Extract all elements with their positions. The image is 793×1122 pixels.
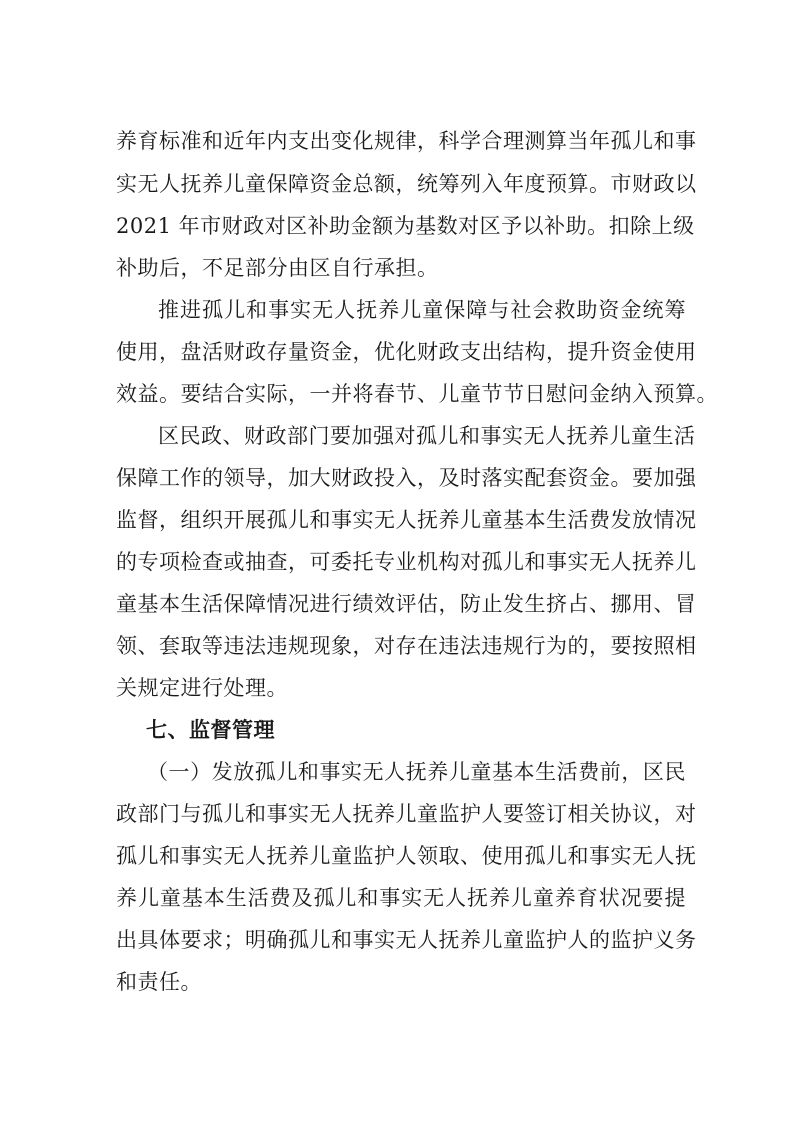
paragraph-line: 孤儿和事实无人抚养儿童监护人领取、使用孤儿和事实无人抚	[116, 844, 697, 868]
paragraph-line: 实无人抚养儿童保障资金总额，统筹列入年度预算。市财政以	[116, 172, 697, 196]
paragraph-line: 关规定进行处理。	[116, 676, 288, 700]
paragraph-line: 的专项检查或抽查，可委托专业机构对孤儿和事实无人抚养儿	[116, 550, 697, 574]
paragraph-line: 监督，组织开展孤儿和事实无人抚养儿童基本生活费发放情况	[116, 508, 697, 532]
paragraph-line: 保障工作的领导，加大财政投入，及时落实配套资金。要加强	[116, 466, 697, 490]
paragraph-line: 2021 年市财政对区补助金额为基数对区予以补助。扣除上级	[116, 214, 695, 238]
paragraph-line: 政部门与孤儿和事实无人抚养儿童监护人要签订相关协议，对	[116, 802, 697, 826]
paragraph-line: 养儿童基本生活费及孤儿和事实无人抚养儿童养育状况要提	[116, 886, 686, 910]
paragraph-line: 使用，盘活财政存量资金，优化财政支出结构，提升资金使用	[116, 340, 697, 364]
section-heading: 七、监督管理	[146, 718, 275, 742]
paragraph-line: 养育标准和近年内支出变化规律，科学合理测算当年孤儿和事	[116, 129, 697, 153]
paragraph-line: 效益。要结合实际，一并将春节、儿童节节日慰问金纳入预算。	[116, 382, 718, 406]
paragraph-line: （一）发放孤儿和事实无人抚养儿童基本生活费前，区民	[147, 760, 686, 784]
paragraph-line: 出具体要求；明确孤儿和事实无人抚养儿童监护人的监护义务	[116, 928, 697, 952]
paragraph-line: 童基本生活保障情况进行绩效评估，防止发生挤占、挪用、冒	[116, 592, 697, 616]
paragraph-line: 补助后，不足部分由区自行承担。	[116, 256, 439, 280]
paragraph-line: 领、套取等违法违规现象，对存在违法违规行为的，要按照相	[116, 634, 697, 658]
paragraph-line: 和责任。	[116, 970, 202, 994]
paragraph-line: 区民政、财政部门要加强对孤儿和事实无人抚养儿童生活	[158, 424, 696, 448]
paragraph-line: 推进孤儿和事实无人抚养儿童保障与社会救助资金统筹	[158, 298, 686, 322]
